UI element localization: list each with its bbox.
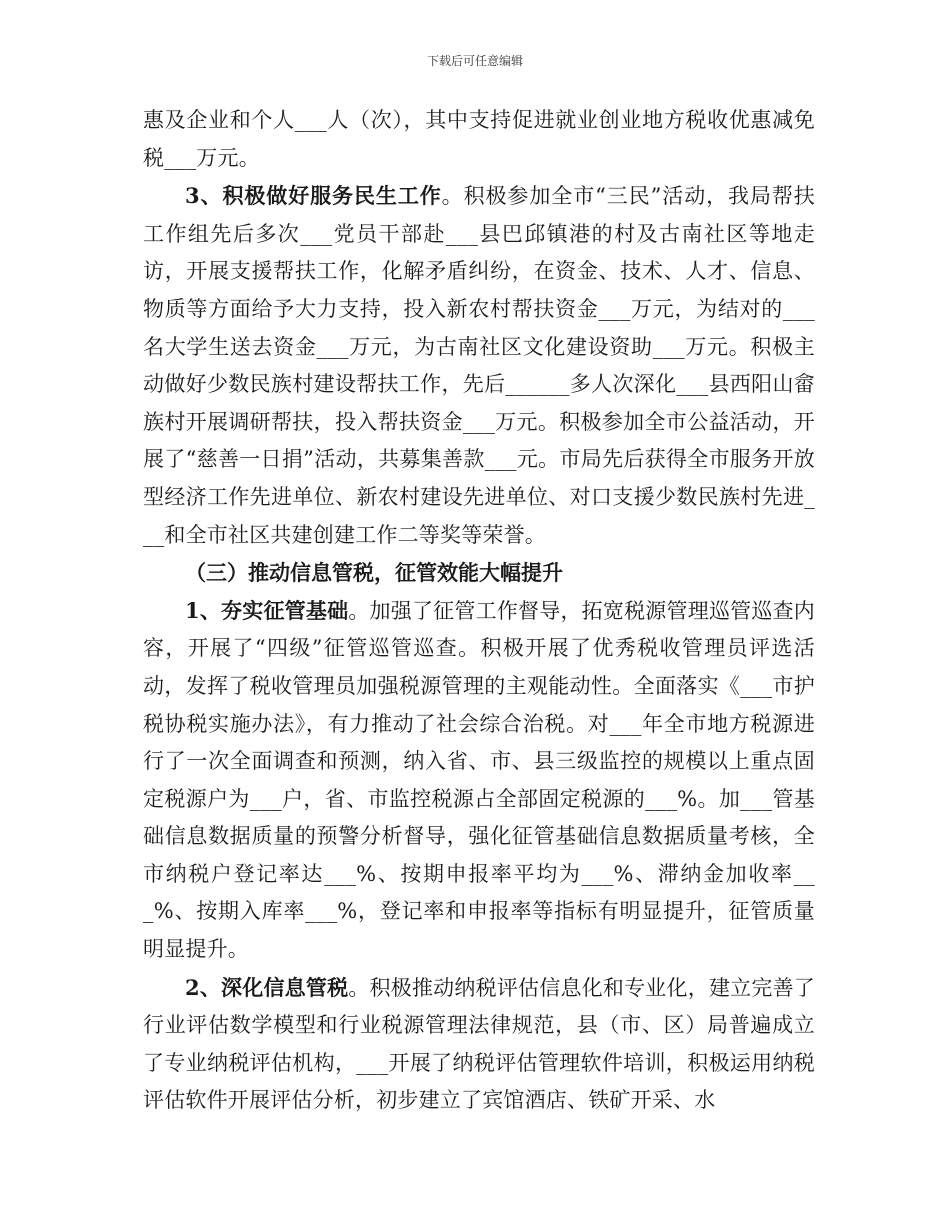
paragraph-lead: 3、积极做好服务民生工作 [185, 183, 442, 209]
paragraph-text: 。积极参加全市“三民”活动，我局帮扶工作组先后多次___党员干部赴___县巴邱镇港的村及古南社区等地走访，开展支援帮扶工作，化解矛盾纠纷，在资金、技术、人才、信息、物质等方面给予大力支持，投入新农村帮扶资金___万元，为结对的___名大学生送去资金___万元，为古南社区文化建设资助___万元。积极主动做好少数民族村建设帮扶工作，先后______多人次深化___县西阳山畲族村开展调研帮扶，投入帮扶资金___万元。积极参加全市公益活动，开展了“慈善一日捐”活动，共募集善款___元。市局先后获得全市服务开放型经济工作先进单位、新农村建设先进单位、对口支援少数民族村先进___和全市社区共建创建工作二等奖等荣誉。 [143, 184, 815, 547]
paragraph-livelihood [143, 177, 815, 554]
page-header: 下载后可任意编辑 [426, 54, 523, 68]
paragraph-lead: 1、夯实征管基础 [185, 597, 349, 623]
paragraph-text: 。积极推动纳税评估信息化和专业化，建立完善了行业评估数学模型和行业税源管理法律规范，县（市、区）局普遍成立了专业纳税评估机构，___开展了纳税评估管理软件培训，积极运用纳税评估软件开展评估分析，初步建立了宾馆酒店、铁矿开采、水 [143, 975, 815, 1113]
paragraph-text: 惠及企业和个人___人（次），其中支持促进就业创业地方税收优惠减免税___万元。 [143, 108, 815, 170]
paragraph-continuation [143, 102, 815, 177]
document-body [143, 102, 815, 1120]
paragraph-information-tax [143, 969, 815, 1120]
paragraph-text: 。加强了征管工作督导，拓宽税源管理巡管巡查内容，开展了“四级”征管巡管巡查。积极开展了优秀税收管理员评选活动，发挥了税收管理员加强税源管理的主观能动性。全面落实《___市护税协税实施办法》，有力推动了社会综合治税。对___年全市地方税源进行了一次全面调查和预测，纳入省、市、县三级监控的规模以上重点固定税源户为___户，省、市监控税源占全部固定税源的___%。加___管基础信息数据质量的预警分析督导，强化征管基础信息数据质量考核，全市纳税户登记率达___%、按期申报率平均为___%、滞纳金加收率___%、按期入库率___%，登记率和申报率等指标有明显提升，征管质量明显提升。 [143, 598, 815, 962]
paragraph-lead: 2、深化信息管税 [185, 974, 349, 1000]
section-heading: （三）推动信息管税，征管效能大幅提升 [185, 560, 563, 586]
paragraph-collection-base [143, 592, 815, 969]
